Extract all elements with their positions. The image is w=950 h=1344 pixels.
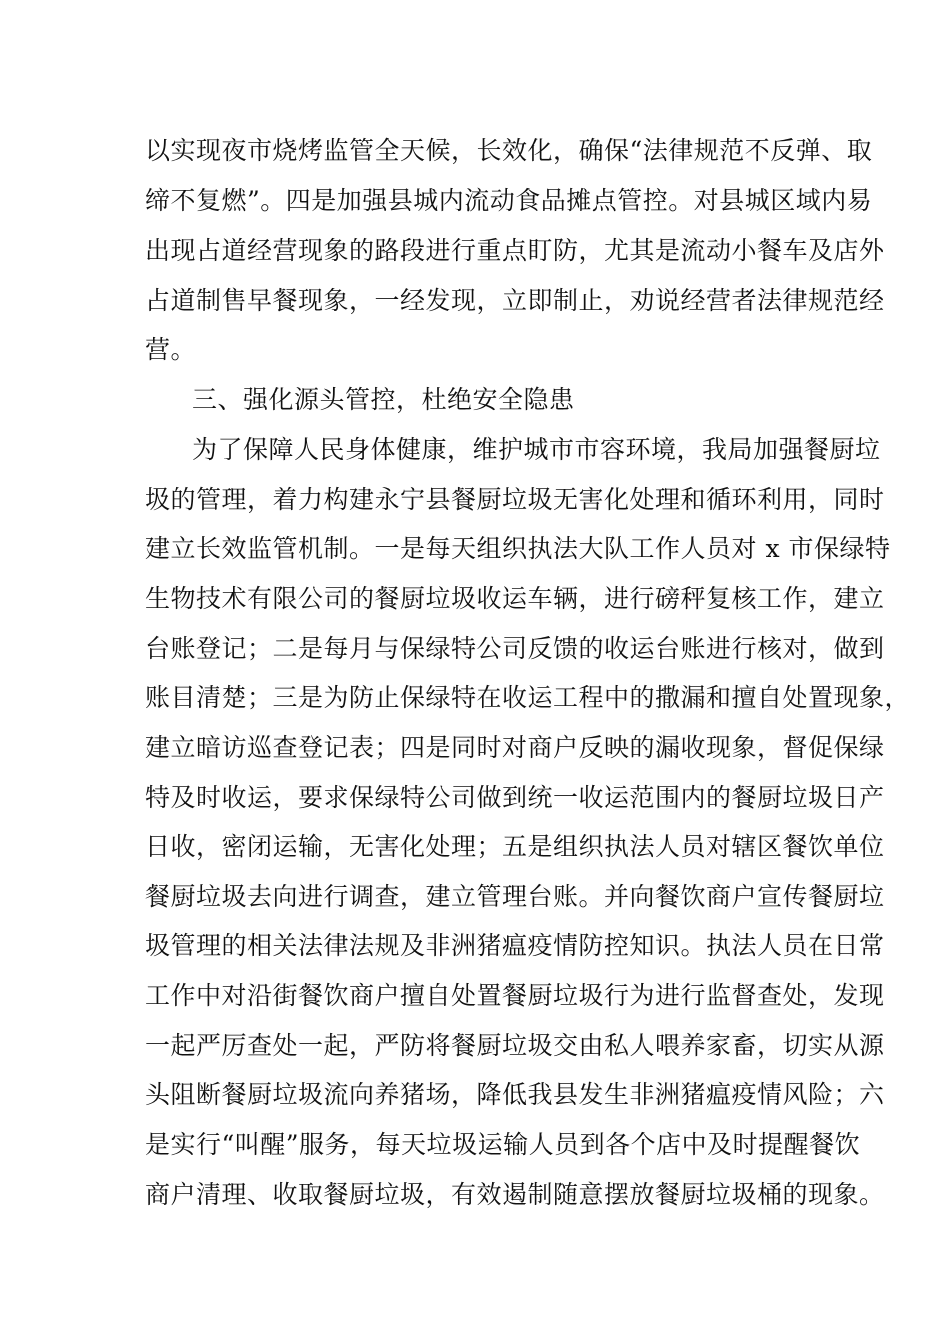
text-line: 建立长效监管机制。一是每天组织执法大队工作人员对 x 市保绿特 — [145, 534, 891, 563]
paragraph-first-line: 为了保障人民身体健康，维护城市市容环境，我局加强餐厨垃 — [192, 435, 881, 464]
text-line: 营。 — [145, 335, 197, 364]
text-line: 商户清理、收取餐厨垃圾，有效遏制随意摆放餐厨垃圾桶的现象。 — [145, 1180, 885, 1209]
text-line: 账目清楚；三是为防止保绿特在收运工程中的撒漏和擅自处置现象， — [145, 683, 911, 712]
text-line: 圾的管理，着力构建永宁县餐厨垃圾无害化处理和循环利用，同时 — [145, 485, 885, 514]
text-line: 建立暗访巡查登记表；四是同时对商户反映的漏收现象，督促保绿 — [145, 733, 885, 762]
text-line: 日收，密闭运输，无害化处理；五是组织执法人员对辖区餐饮单位 — [145, 832, 885, 861]
section-heading: 三、强化源头管控，杜绝安全隐患 — [192, 385, 575, 414]
text-line: 头阻断餐厨垃圾流向养猪场，降低我县发生非洲猪瘟疫情风险；六 — [145, 1080, 885, 1109]
text-line: 出现占道经营现象的路段进行重点盯防，尤其是流动小餐车及店外 — [145, 236, 885, 265]
text-line: 生物技术有限公司的餐厨垃圾收运车辆，进行磅秤复核工作，建立 — [145, 584, 885, 613]
text-line: 餐厨垃圾去向进行调查，建立管理台账。并向餐饮商户宣传餐厨垃 — [145, 882, 885, 911]
text-line: 工作中对沿街餐饮商户擅自处置餐厨垃圾行为进行监督查处，发现 — [145, 981, 885, 1010]
text-line: 一起严厉查处一起，严防将餐厨垃圾交由私人喂养家畜，切实从源 — [145, 1031, 885, 1060]
text-line: 圾管理的相关法律法规及非洲猪瘟疫情防控知识。执法人员在日常 — [145, 931, 885, 960]
text-line: 台账登记；二是每月与保绿特公司反馈的收运台账进行核对，做到 — [145, 634, 885, 663]
text-line: 以实现夜市烧烤监管全天候，长效化，确保“法律规范不反弹、取 — [145, 136, 873, 165]
text-line: 缔不复燃”。四是加强县城内流动食品摊点管控。对县城区域内易 — [145, 186, 873, 215]
text-line: 占道制售早餐现象，一经发现，立即制止，劝说经营者法律规范经 — [145, 286, 885, 315]
text-line: 特及时收运，要求保绿特公司做到统一收运范围内的餐厨垃圾日产 — [145, 783, 885, 812]
text-line: 是实行“叫醒”服务，每天垃圾运输人员到各个店中及时提醒餐饮 — [145, 1130, 861, 1159]
